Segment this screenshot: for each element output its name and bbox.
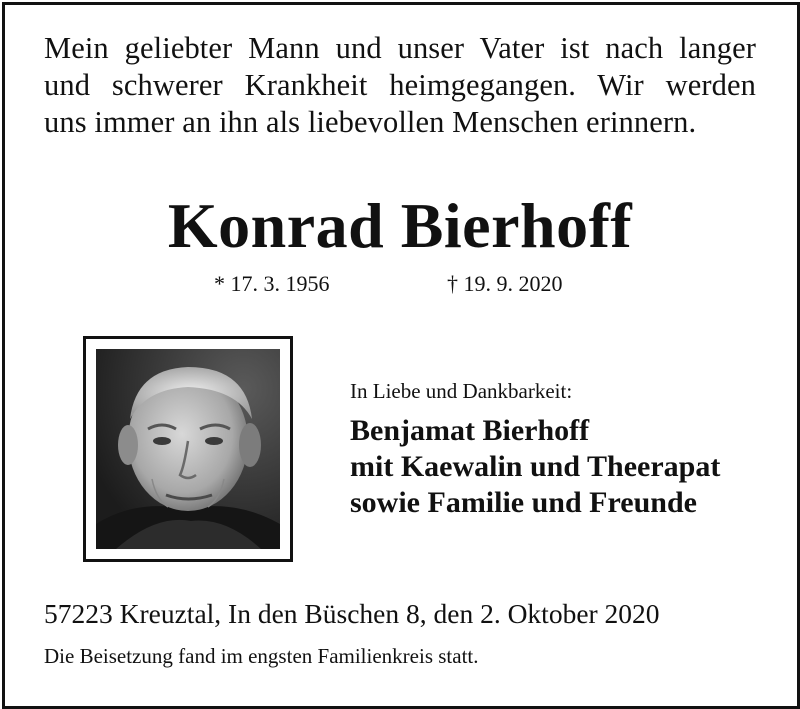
death-date: † 19. 9. 2020 (447, 271, 563, 296)
intro-text (44, 30, 756, 141)
mourner-line: sowie Familie und Freunde (350, 486, 697, 519)
portrait-frame (83, 336, 293, 562)
portrait-illustration (96, 349, 280, 549)
mourner-line: mit Kaewalin und Theerapat (350, 450, 721, 483)
thanks-line: In Liebe und Dankbarkeit: (350, 379, 573, 403)
intro-line: Mein geliebter Mann und unser Vater ist nach langer (44, 31, 756, 65)
portrait-photo (96, 349, 280, 549)
address-line: 57223 Kreuztal, In den Büschen 8, den 2. Oktober 2020 (44, 598, 660, 629)
mourners-list (350, 413, 720, 521)
intro-line: und schwerer Krankheit heimgegangen. Wir werden (44, 68, 756, 102)
burial-note: Die Beisetzung fand im engsten Familienkreis statt. (44, 644, 479, 668)
deceased-name: Konrad Bierhoff (167, 190, 633, 261)
mourner-line: Benjamat Bierhoff (350, 414, 590, 447)
intro-line: uns immer an ihn als liebevollen Menschen erinnern. (44, 105, 697, 139)
birth-date: * 17. 3. 1956 (214, 271, 330, 296)
